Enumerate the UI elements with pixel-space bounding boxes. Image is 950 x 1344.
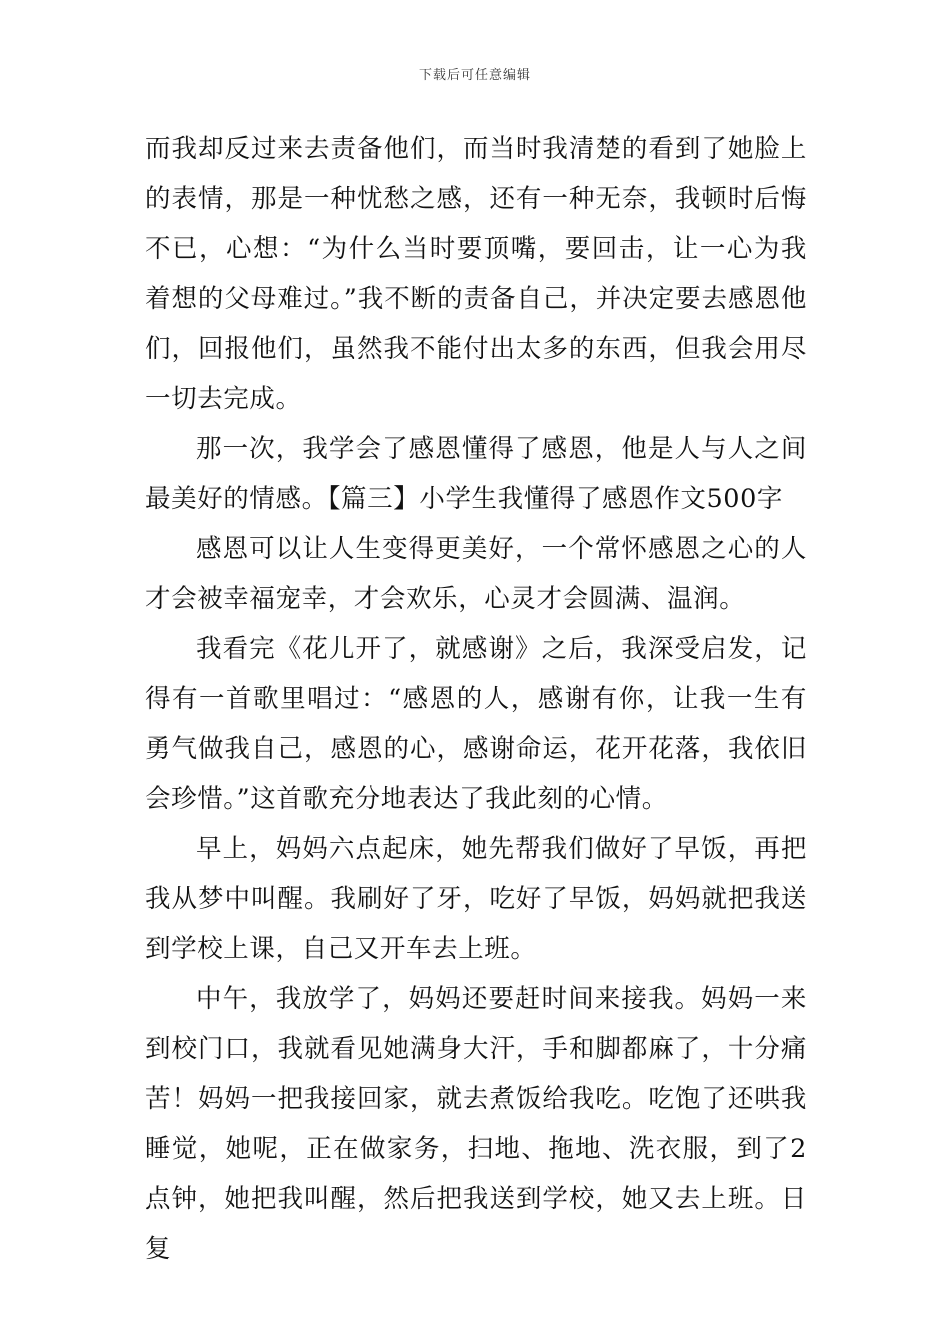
paragraph-3: 感恩可以让人生变得更美好，一个常怀感恩之心的人才会被幸福宠幸，才会欢乐，心灵才会圆满、温润。 xyxy=(145,534,807,614)
paragraph-2: 那一次，我学会了感恩懂得了感恩，他是人与人之间最美好的情感。【篇三】小学生我懂得了感恩作文500字 xyxy=(145,434,807,514)
paragraph-4: 我看完《花儿开了，就感谢》之后，我深受启发，记得有一首歌里唱过：“感恩的人，感谢有你，让我一生有勇气做我自己，感恩的心，感谢命运，花开花落，我依旧会珍惜。”这首歌充分地表达了我此刻的心情。 xyxy=(145,634,807,814)
paragraph-5: 早上，妈妈六点起床，她先帮我们做好了早饭，再把我从梦中叫醒。我刷好了牙，吃好了早饭，妈妈就把我送到学校上课，自己又开车去上班。 xyxy=(145,834,807,964)
paragraph-1: 而我却反过来去责备他们，而当时我清楚的看到了她脸上的表情，那是一种忧愁之感，还有一种无奈，我顿时后悔不已，心想：“为什么当时要顶嘴，要回击，让一心为我着想的父母难过。”我不断的责备自己，并决定要去感恩他们，回报他们，虽然我不能付出太多的东西，但我会用尽一切去完成。 xyxy=(145,134,807,414)
paragraph-6: 中午，我放学了，妈妈还要赶时间来接我。妈妈一来到校门口，我就看见她满身大汗，手和脚都麻了，十分痛苦！妈妈一把我接回家，就去煮饭给我吃。吃饱了还哄我睡觉，她呢，正在做家务，扫地、拖地、洗衣服，到了2点钟，她把我叫醒，然后把我送到学校，她又去上班。日复 xyxy=(145,984,807,1264)
page-header: 下载后可任意编辑 xyxy=(418,68,531,83)
document-body xyxy=(145,124,807,1274)
